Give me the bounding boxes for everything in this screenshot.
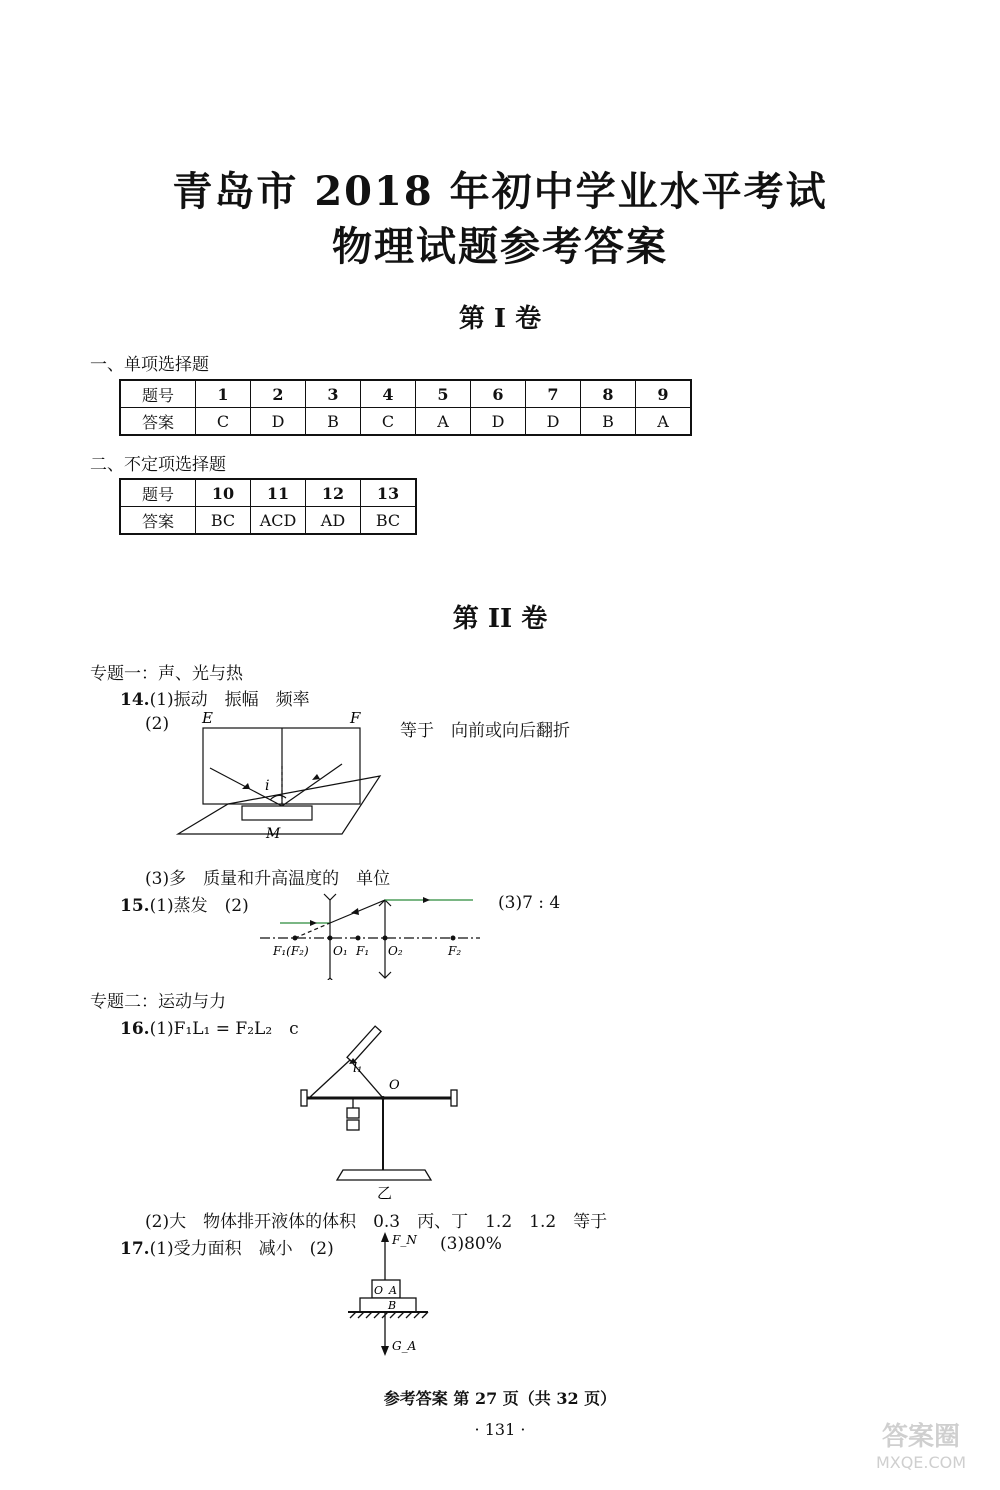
label-f2: F₂: [448, 944, 462, 958]
label-pivot-o: O: [389, 1078, 400, 1093]
spring-scale-line: [309, 1060, 350, 1098]
table1-num: 3: [306, 380, 361, 408]
table2-answer: AD: [306, 507, 361, 535]
force-diagram: [340, 1230, 440, 1360]
q16-part1: [120, 1014, 299, 1039]
weight-1: [347, 1108, 359, 1118]
table1-num: 1: [196, 380, 251, 408]
label-b: B: [388, 1299, 397, 1312]
table2-answer-label: 答案: [120, 507, 196, 535]
table2-header-label: 题号: [120, 479, 196, 507]
label-ga: G_A: [392, 1339, 417, 1353]
concave-lens-bottom: [324, 978, 336, 980]
table2-num: 13: [361, 479, 417, 507]
label-f: F: [350, 709, 361, 727]
label-a: A: [389, 1284, 397, 1297]
lever-diagram: [295, 1008, 470, 1203]
volume-2-heading: 第 II 卷: [452, 604, 548, 634]
table1-answer: D: [471, 408, 526, 436]
table1-num: 5: [416, 380, 471, 408]
q16-number: 16.: [120, 1019, 150, 1039]
table2-num: 11: [251, 479, 306, 507]
table1-answer: C: [196, 408, 251, 436]
q15-part1: [120, 891, 249, 916]
reflection-diagram: [170, 706, 410, 851]
q14-part3: (3)多 质量和升高温度的 单位: [145, 869, 391, 889]
section-multi-choice: 二、不定项选择题: [90, 455, 226, 475]
q16-part2: (2)大 物体排开液体的体积 0.3 丙、丁 1.2 1.2 等于: [145, 1212, 608, 1232]
label-l1: l₁: [353, 1061, 363, 1076]
table1-answer: B: [306, 408, 361, 436]
spring-scale-body: [347, 1026, 381, 1063]
stand-base: [337, 1170, 431, 1180]
table1-answer: C: [361, 408, 416, 436]
diagram-caption: 乙: [377, 1184, 393, 1202]
reflected-arrow: [312, 774, 320, 780]
answer-table-2: [119, 478, 417, 535]
label-fn: F_N: [392, 1233, 417, 1247]
page-number: · 131 ·: [474, 1420, 526, 1439]
table1-num: 6: [471, 380, 526, 408]
answer-table-1: [119, 379, 692, 436]
table1-answer: A: [636, 408, 692, 436]
table2-num: 12: [306, 479, 361, 507]
q17-part1: [120, 1234, 334, 1259]
title-line-1: 青岛市 2018 年初中学业水平考试: [172, 168, 828, 215]
table1-num: 4: [361, 380, 416, 408]
focus-f1f2: [293, 936, 298, 941]
outgoing-arrow: [423, 897, 430, 903]
table2-num: 10: [196, 479, 251, 507]
table2-answer: BC: [361, 507, 417, 535]
table1-num: 2: [251, 380, 306, 408]
watermark: [856, 1416, 986, 1476]
q14-part1-text: (1)振动 振幅 频率: [149, 690, 310, 710]
topic-2-heading: 专题二：运动与力: [90, 992, 226, 1012]
title-line-2: 物理试题参考答案: [332, 223, 668, 270]
section-single-choice: 一、单项选择题: [90, 355, 209, 375]
table1-num: 8: [581, 380, 636, 408]
label-o: O: [374, 1284, 384, 1297]
normal-force-arrow: [381, 1232, 389, 1242]
table1-num: 9: [636, 380, 692, 408]
q17-part3: (3)80%: [440, 1234, 502, 1254]
volume-1-heading: 第 I 卷: [458, 304, 542, 334]
pivot-o: [381, 1096, 385, 1100]
incoming-arrow: [310, 920, 317, 926]
center-o1: [328, 936, 333, 941]
table2-answer: ACD: [251, 507, 306, 535]
focus-f1: [356, 936, 361, 941]
page-footer: 参考答案 第 27 页（共 32 页）: [383, 1389, 617, 1408]
left-nut: [301, 1090, 307, 1106]
table1-answer: D: [526, 408, 581, 436]
label-o2: O₂: [388, 944, 403, 958]
q15-number: 15.: [120, 896, 150, 916]
q17-part1-text: (1)受力面积 减小 (2): [149, 1239, 334, 1259]
virtual-extension: [295, 923, 330, 938]
q17-number: 17.: [120, 1239, 150, 1259]
focus-f2: [451, 936, 456, 941]
q14-part2-text: 等于 向前或向后翻折: [400, 721, 570, 741]
table1-num: 7: [526, 380, 581, 408]
table1-answer: A: [416, 408, 471, 436]
watermark-url: MXQE.COM: [875, 1453, 967, 1472]
weight-2: [347, 1120, 359, 1130]
table2-answer: BC: [196, 507, 251, 535]
topic-1-heading: 专题一：声、光与热: [90, 664, 243, 684]
watermark-logo-text: 答案圈: [881, 1422, 960, 1452]
table1-answer-label: 答案: [120, 408, 196, 436]
label-f1: F₁: [356, 944, 370, 958]
label-f1f2: F₁(F₂): [273, 944, 309, 958]
label-i: i: [265, 778, 270, 794]
right-nut: [451, 1090, 457, 1106]
label-m: M: [266, 826, 281, 842]
q15-part3: (3)7 : 4: [498, 893, 561, 913]
gravity-arrow: [381, 1346, 389, 1356]
q14-part2-label: (2): [145, 714, 170, 734]
q14-number: 14.: [120, 690, 150, 710]
label-o1: O₁: [333, 944, 348, 958]
table1-answer: D: [251, 408, 306, 436]
lens-diagram: [255, 888, 485, 980]
table1-header-label: 题号: [120, 380, 196, 408]
center-o2: [383, 936, 388, 941]
table1-answer: B: [581, 408, 636, 436]
concave-lens-top: [324, 894, 336, 900]
label-e: E: [202, 709, 213, 727]
q16-part1-text: (1)F₁L₁ = F₂L₂ c: [149, 1019, 299, 1039]
mirror-m: [242, 806, 312, 820]
q15-part1-text: (1)蒸发 (2): [149, 896, 249, 916]
